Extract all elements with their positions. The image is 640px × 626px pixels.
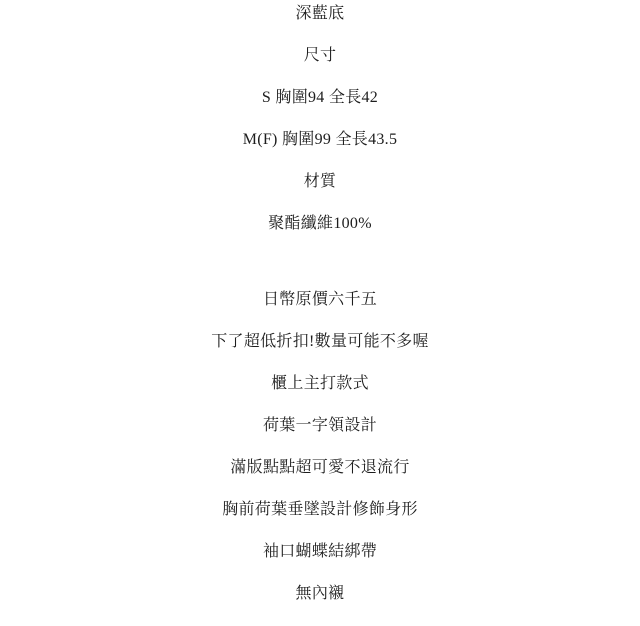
spec-line-color: 深藍底 (295, 5, 345, 22)
spec-heading-size: 尺寸 (303, 47, 337, 64)
marketing-line-original-price: 日幣原價六千五 (262, 291, 378, 308)
spec-line-material-value: 聚酯纖維100% (268, 215, 372, 232)
marketing-line-sleeve: 袖口蝴蝶結綁帶 (262, 543, 378, 560)
marketing-line-discount: 下了超低折扣!數量可能不多喔 (211, 333, 429, 350)
marketing-line-ruffle: 胸前荷葉垂墜設計修飾身形 (222, 501, 418, 518)
marketing-line-lining: 無內襯 (295, 585, 345, 602)
spec-line-size-m: M(F) 胸圍99 全長43.5 (242, 131, 398, 148)
specs-section (40, 0, 600, 258)
marketing-line-neckline: 荷葉一字領設計 (262, 417, 378, 434)
marketing-line-dots: 滿版點點超可愛不退流行 (230, 459, 410, 476)
spec-heading-material: 材質 (303, 173, 337, 190)
spec-line-size-s: S 胸圍94 全長42 (261, 89, 379, 106)
section-spacer (40, 258, 600, 292)
marketing-line-counter-main: 櫃上主打款式 (271, 375, 369, 392)
marketing-section (40, 292, 600, 602)
